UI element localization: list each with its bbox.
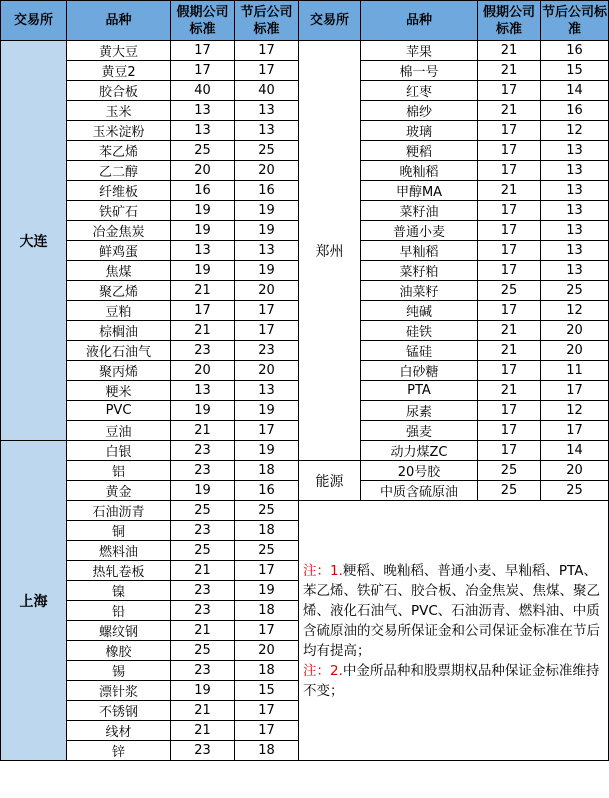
variety-cell: 玉米淀粉 [67,121,171,141]
holiday-std-cell: 21 [171,421,235,441]
note1-prefix: 注：1. [303,562,343,579]
holiday-std-cell: 17 [478,81,541,101]
after-std-cell: 13 [541,241,609,261]
holiday-std-cell: 21 [171,561,235,581]
variety-cell: 中质含硫原油 [361,481,478,501]
variety-cell: 乙二醇 [67,161,171,181]
after-std-cell: 25 [235,541,299,561]
after-std-cell: 20 [541,461,609,481]
holiday-std-cell: 17 [478,361,541,381]
variety-cell: 棕榈油 [67,321,171,341]
holiday-std-cell: 21 [171,621,235,641]
after-std-cell: 16 [541,41,609,61]
holiday-std-cell: 25 [478,461,541,481]
header-holiday-std-right: 假期公司标准 [478,1,541,41]
after-std-cell: 12 [541,121,609,141]
variety-cell: 纤维板 [67,181,171,201]
holiday-std-cell: 13 [171,101,235,121]
holiday-std-cell: 19 [171,681,235,701]
after-std-cell: 19 [235,261,299,281]
after-std-cell: 17 [235,561,299,581]
after-std-cell: 25 [541,481,609,501]
after-std-cell: 20 [235,361,299,381]
holiday-std-cell: 17 [478,441,541,461]
variety-cell: 液化石油气 [67,341,171,361]
holiday-std-cell: 20 [171,361,235,381]
variety-cell: 黄豆2 [67,61,171,81]
variety-cell: 甲醇MA [361,181,478,201]
variety-cell: 螺纹钢 [67,621,171,641]
after-std-cell: 17 [235,621,299,641]
variety-cell: 铜 [67,521,171,541]
after-std-cell: 13 [541,181,609,201]
variety-cell: 粳米 [67,381,171,401]
holiday-std-cell: 17 [171,61,235,81]
header-variety: 品种 [67,1,171,41]
after-std-cell: 15 [235,681,299,701]
after-std-cell: 19 [235,401,299,421]
notes-cell [299,501,609,761]
header-holiday-std: 假期公司标准 [171,1,235,41]
holiday-std-cell: 17 [478,421,541,441]
table-row [1,461,609,481]
variety-cell: 黄大豆 [67,41,171,61]
holiday-std-cell: 21 [171,701,235,721]
holiday-std-cell: 17 [478,161,541,181]
after-std-cell: 19 [235,581,299,601]
holiday-std-cell: 19 [171,401,235,421]
after-std-cell: 23 [235,341,299,361]
exchange-cell: 大连 [1,41,67,441]
after-std-cell: 17 [235,701,299,721]
after-std-cell: 20 [541,341,609,361]
exchange-cell: 能源 [299,461,361,501]
variety-cell: 硅铁 [361,321,478,341]
after-std-cell: 17 [541,421,609,441]
variety-cell: 线材 [67,721,171,741]
variety-cell: 20号胶 [361,461,478,481]
holiday-std-cell: 23 [171,441,235,461]
holiday-std-cell: 17 [478,221,541,241]
after-std-cell: 16 [235,181,299,201]
after-std-cell: 18 [235,661,299,681]
variety-cell: 锌 [67,741,171,761]
variety-cell: 菜籽粕 [361,261,478,281]
table-row [1,501,609,521]
holiday-std-cell: 23 [171,741,235,761]
holiday-std-cell: 21 [171,281,235,301]
holiday-std-cell: 21 [171,721,235,741]
after-std-cell: 17 [235,41,299,61]
after-std-cell: 20 [235,161,299,181]
variety-cell: 镍 [67,581,171,601]
holiday-std-cell: 21 [478,41,541,61]
holiday-std-cell: 13 [171,381,235,401]
variety-cell: 冶金焦炭 [67,221,171,241]
holiday-std-cell: 21 [478,181,541,201]
variety-cell: 尿素 [361,401,478,421]
after-std-cell: 13 [541,141,609,161]
holiday-std-cell: 23 [171,521,235,541]
header-after-std-right: 节后公司标准 [541,1,609,41]
variety-cell: 铁矿石 [67,201,171,221]
holiday-std-cell: 20 [171,161,235,181]
after-std-cell: 20 [235,281,299,301]
holiday-std-cell: 21 [478,61,541,81]
variety-cell: 苯乙烯 [67,141,171,161]
holiday-std-cell: 17 [478,241,541,261]
variety-cell: 强麦 [361,421,478,441]
variety-cell: PVC [67,401,171,421]
holiday-std-cell: 19 [171,481,235,501]
after-std-cell: 13 [235,241,299,261]
holiday-std-cell: 23 [171,581,235,601]
variety-cell: 玻璃 [361,121,478,141]
variety-cell: 漂针浆 [67,681,171,701]
holiday-std-cell: 19 [171,221,235,241]
variety-cell: 红枣 [361,81,478,101]
holiday-std-cell: 17 [171,41,235,61]
after-std-cell: 13 [235,101,299,121]
variety-cell: 菜籽油 [361,201,478,221]
holiday-std-cell: 13 [171,121,235,141]
holiday-std-cell: 23 [171,341,235,361]
holiday-std-cell: 25 [171,501,235,521]
after-std-cell: 17 [235,421,299,441]
variety-cell: 焦煤 [67,261,171,281]
holiday-std-cell: 23 [171,601,235,621]
after-std-cell: 18 [235,741,299,761]
variety-cell: 纯碱 [361,301,478,321]
holiday-std-cell: 17 [171,301,235,321]
after-std-cell: 18 [235,521,299,541]
holiday-std-cell: 13 [171,241,235,261]
after-std-cell: 25 [235,141,299,161]
variety-cell: 晚籼稻 [361,161,478,181]
holiday-std-cell: 21 [478,101,541,121]
holiday-std-cell: 17 [478,121,541,141]
after-std-cell: 12 [541,401,609,421]
header-row [1,1,609,41]
variety-cell: 白银 [67,441,171,461]
holiday-std-cell: 23 [171,461,235,481]
holiday-std-cell: 25 [478,481,541,501]
after-std-cell: 18 [235,601,299,621]
holiday-std-cell: 17 [478,201,541,221]
holiday-std-cell: 17 [478,141,541,161]
header-exchange-right: 交易所 [299,1,361,41]
after-std-cell: 17 [235,61,299,81]
after-std-cell: 16 [235,481,299,501]
holiday-std-cell: 16 [171,181,235,201]
after-std-cell: 13 [541,261,609,281]
variety-cell: 白砂糖 [361,361,478,381]
variety-cell: 动力煤ZC [361,441,478,461]
variety-cell: 豆油 [67,421,171,441]
variety-cell: 玉米 [67,101,171,121]
variety-cell: PTA [361,381,478,401]
after-std-cell: 18 [235,461,299,481]
variety-cell: 粳稻 [361,141,478,161]
variety-cell: 棉一号 [361,61,478,81]
after-std-cell: 14 [541,81,609,101]
variety-cell: 普通小麦 [361,221,478,241]
holiday-std-cell: 21 [478,321,541,341]
after-std-cell: 13 [235,381,299,401]
variety-cell: 棉纱 [361,101,478,121]
after-std-cell: 19 [235,441,299,461]
after-std-cell: 20 [235,641,299,661]
variety-cell: 早籼稻 [361,241,478,261]
variety-cell: 铝 [67,461,171,481]
holiday-std-cell: 23 [171,661,235,681]
after-std-cell: 13 [235,121,299,141]
after-std-cell: 20 [541,321,609,341]
variety-cell: 石油沥青 [67,501,171,521]
note2-prefix: 注：2. [303,662,343,679]
holiday-std-cell: 25 [478,281,541,301]
header-after-std: 节后公司标准 [235,1,299,41]
holiday-std-cell: 17 [478,401,541,421]
holiday-std-cell: 25 [171,641,235,661]
variety-cell: 黄金 [67,481,171,501]
after-std-cell: 19 [235,201,299,221]
variety-cell: 锡 [67,661,171,681]
note1-text: 粳稻、晚籼稻、普通小麦、早籼稻、PTA、苯乙烯、铁矿石、胶合板、冶金焦炭、焦煤、聚乙烯、液化石油气、PVC、石油沥青、燃料油、中质含硫原油的交易所保证金和公司保证金标准在节后均有提高； [303,562,600,659]
after-std-cell: 13 [541,201,609,221]
after-std-cell: 13 [541,221,609,241]
holiday-std-cell: 40 [171,81,235,101]
note2-text: 中金所品种和股票期权品种保证金标准维持不变； [303,662,600,699]
table-row [1,41,609,61]
after-std-cell: 13 [541,161,609,181]
variety-cell: 锰硅 [361,341,478,361]
after-std-cell: 19 [235,221,299,241]
variety-cell: 聚乙烯 [67,281,171,301]
after-std-cell: 12 [541,301,609,321]
after-std-cell: 17 [235,301,299,321]
holiday-std-cell: 21 [478,381,541,401]
holiday-std-cell: 25 [171,541,235,561]
variety-cell: 热轧卷板 [67,561,171,581]
after-std-cell: 17 [235,721,299,741]
variety-cell: 燃料油 [67,541,171,561]
after-std-cell: 17 [235,321,299,341]
variety-cell: 不锈钢 [67,701,171,721]
after-std-cell: 16 [541,101,609,121]
variety-cell: 聚丙烯 [67,361,171,381]
variety-cell: 橡胶 [67,641,171,661]
after-std-cell: 25 [541,281,609,301]
after-std-cell: 11 [541,361,609,381]
variety-cell: 苹果 [361,41,478,61]
holiday-std-cell: 19 [171,261,235,281]
holiday-std-cell: 17 [478,261,541,281]
after-std-cell: 17 [541,381,609,401]
header-variety-right: 品种 [361,1,478,41]
after-std-cell: 25 [235,501,299,521]
after-std-cell: 15 [541,61,609,81]
holiday-std-cell: 21 [171,321,235,341]
variety-cell: 鲜鸡蛋 [67,241,171,261]
holiday-std-cell: 25 [171,141,235,161]
variety-cell: 豆粕 [67,301,171,321]
exchange-cell: 郑州 [299,41,361,461]
variety-cell: 油菜籽 [361,281,478,301]
variety-cell: 胶合板 [67,81,171,101]
variety-cell: 铅 [67,601,171,621]
exchange-cell: 上海 [1,441,67,761]
holiday-std-cell: 17 [478,301,541,321]
after-std-cell: 14 [541,441,609,461]
holiday-std-cell: 19 [171,201,235,221]
after-std-cell: 40 [235,81,299,101]
header-exchange: 交易所 [1,1,67,41]
holiday-std-cell: 21 [478,341,541,361]
